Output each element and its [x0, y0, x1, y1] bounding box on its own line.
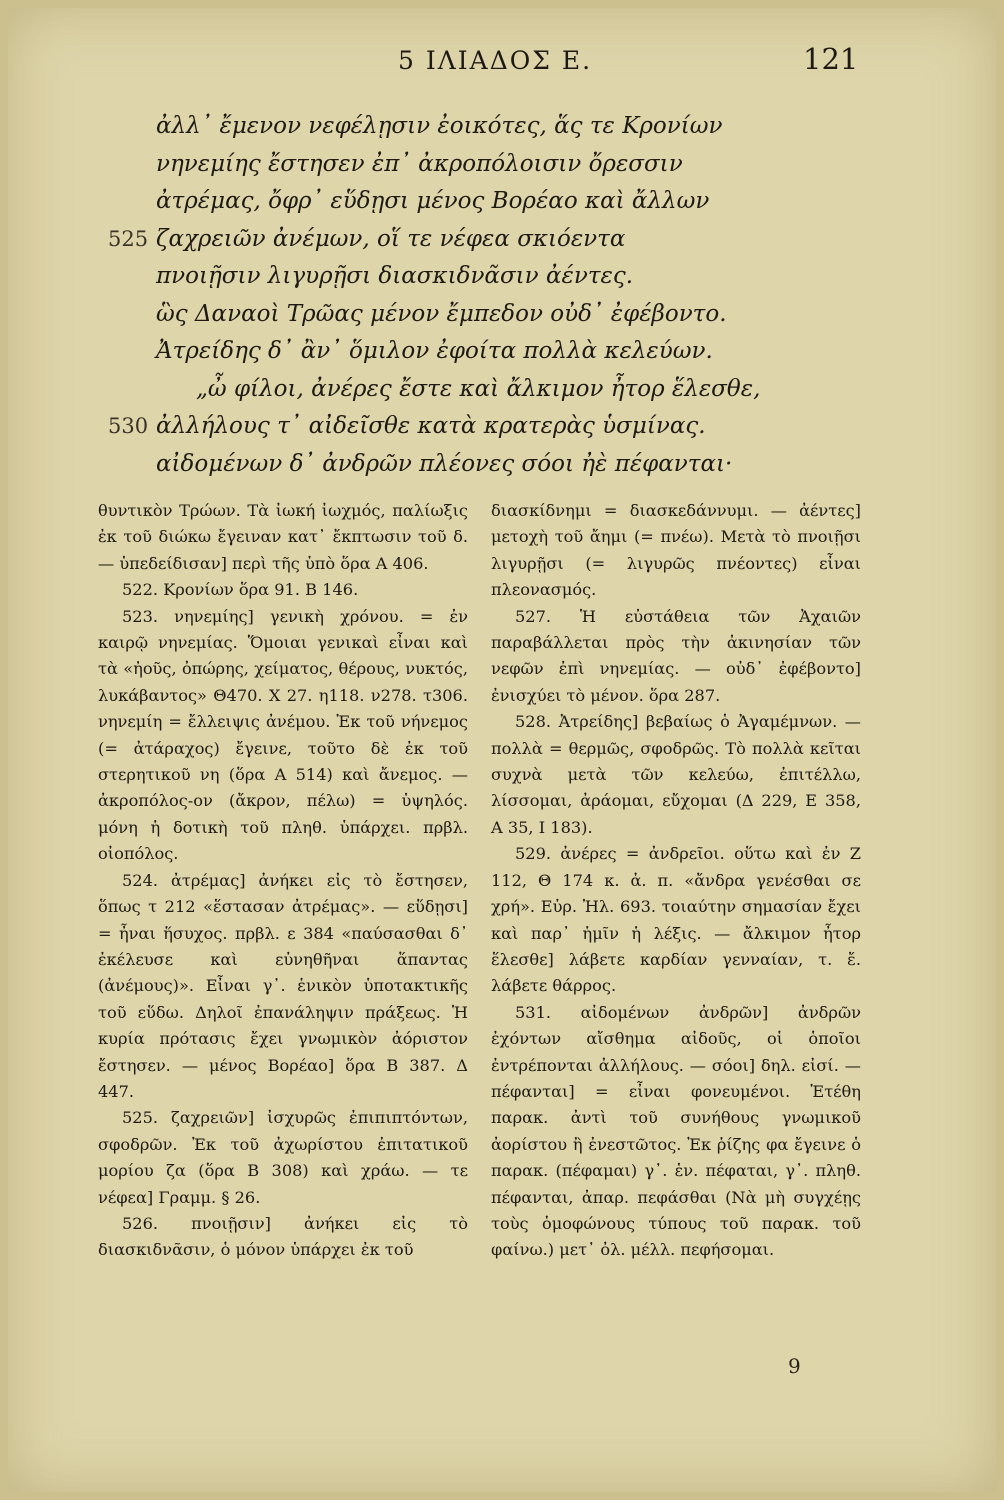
- verse-line: [108, 296, 868, 334]
- commentary-note: 525. ζαχρειῶν] ἰσχυρῶς ἐπιπιπτόντων, σφοδρῶν. Ἐκ τοῦ ἀχωρίστου ἐπιτατικοῦ μορίου ζα (ὅρα Β 308) καὶ χράω. — τε νέφεα] Γραμμ. § 26.: [98, 1108, 468, 1207]
- book-page: [8, 8, 996, 1492]
- commentary-note: 529. ἀνέρες = ἀνδρεῖοι. οὕτω καὶ ἐν Ζ 112, Θ 174 κ. ἀ. π. «ἄνδρα γενέσθαι σε χρή». Εὐρ. Ἠλ. 693. τοιαύτην σημασίαν ἔχει καὶ παρ᾽ ἡμῖν ἡ λέξις. — ἄλκιμον ἦτορ ἕλεσθε] λάβετε καρδίαν γενναίαν, τ. ἔ. λάβετε θάρρος.: [491, 844, 861, 996]
- verse-text: ἀλλήλους τ᾽ αἰδεῖσθε κατὰ κρατερὰς ὑσμίνας.: [156, 413, 706, 439]
- verse-text: ζαχρειῶν ἀνέμων, οἵ τε νέφεα σκιόεντα: [156, 225, 626, 252]
- verse-number: 525: [108, 226, 149, 251]
- header-title: 5 ΙΛΙΑΔΟΣ Ε.: [398, 46, 593, 75]
- commentary-column-right: [491, 498, 861, 1264]
- verse-line: [108, 333, 868, 371]
- commentary-notes: [98, 498, 878, 1378]
- verse-text: „ὦ φίλοι, ἀνέρες ἔστε καὶ ἄλκιμον ἦτορ ἕλεσθε,: [196, 375, 761, 402]
- verse-line: [108, 408, 868, 446]
- commentary-note: 526. πνοιῇσιν] ἀνήκει εἰς τὸ διασκιδνᾶσιν, ὁ μόνον ὑπάρχει ἐκ τοῦ: [98, 1213, 468, 1260]
- commentary-note: 527. Ἡ εὐστάθεια τῶν Ἀχαιῶν παραβάλλεται πρὸς τὴν ἀκινησίαν τῶν νεφῶν ἐπὶ νηνεμίας. — οὐδ᾽ ἐφέβοντο] ἐνισχύει τὸ μένον. ὅρα 287.: [491, 606, 861, 705]
- verse-text: Ἀτρείδης δ᾽ ἂν᾽ ὅμιλον ἐφοίτα πολλὰ κελεύων.: [156, 338, 713, 364]
- verse-line: [108, 371, 868, 409]
- verse-text: ἀτρέμας, ὄφρ᾽ εὕδῃσι μένος Βορέαο καὶ ἄλλων: [156, 188, 710, 214]
- verse-text: ὣς Δαναοὶ Τρῶας μένον ἔμπεδον οὐδ᾽ ἐφέβοντο.: [156, 300, 727, 327]
- verse-text: ἀλλ᾽ ἔμενον νεφέλῃσιν ἐοικότες, ἅς τε Κρονίων: [156, 113, 723, 139]
- verse-line: [108, 183, 868, 221]
- verse-number: 530: [108, 414, 149, 438]
- verse-line: [108, 108, 868, 146]
- verse-text: νηνεμίης ἔστησεν ἐπ᾽ ἀκροπόλοισιν ὄρεσσιν: [156, 150, 683, 177]
- verse-text: πνοιῇσιν λιγυρῇσι διασκιδνᾶσιν ἀέντες.: [156, 263, 634, 289]
- commentary-note: 523. νηνεμίης] γενικὴ χρόνου. = ἐν καιρῷ νηνεμίας. Ὅμοιαι γενικαὶ εἶναι καὶ τὰ «ἠοῦς, ὀπώρης, χείματος, θέρους, νυκτός, λυκάβαντος» Θ470. Χ 27. η118. ν278. τ306. νηνεμίη = ἔλλειψις ἀνέμου. Ἐκ τοῦ νήνεμος (= ἀτάραχος) ἔγεινε, τοῦτο δὲ ἐκ τοῦ στερητικοῦ νη (ὅρα Α 514) καὶ ἄνεμος. — ἀκροπόλος-ον (ἄκρον, πέλω) = ὑψηλός. μόνη ἡ δοτικὴ τοῦ πληθ. ὑπάρχει. πρβλ. οἰοπόλος.: [98, 606, 468, 864]
- signature-mark: 9: [788, 1354, 801, 1378]
- commentary-note: 522. Κρονίων ὅρα 91. Β 146.: [122, 580, 359, 600]
- verse-text: αἰδομένων δ᾽ ἀνδρῶν πλέονες σόοι ἠὲ πέφανται·: [156, 450, 733, 477]
- commentary-note: θυντικὸν Τρώων. Τὰ ἰωκή ἰωχμός, παλίωξις ἐκ τοῦ διώκω ἔγειναν κατ᾽ ἔκπτωσιν τοῦ δ. — ὑπεδείδισαν] περὶ τῆς ὑπὸ ὅρα Α 406.: [98, 501, 468, 573]
- commentary-note: 531. αἰδομένων ἀνδρῶν] ἀνδρῶν ἐχόντων αἴσθημα αἰδοῦς, οἱ ὁποῖοι ἐντρέπονται ἀλλήλους. — σόοι] δηλ. εἰσί. — πέφανται] = εἶναι φονευμένοι. Ἐτέθη παρακ. ἀντὶ τοῦ συνήθους γνωμικοῦ ἀορίστου ἢ ἐνεστῶτος. Ἐκ ῥίζης φα ἔγεινε ὁ παρακ. (πέφαμαι) γ᾽. ἑν. πέφαται, γ᾽. πληθ. πέφανται, ἀπαρ. πεφάσθαι (Νὰ μὴ συγχέῃς τοὺς ὁμοφώνους τύπους τοῦ παρακ. τοῦ φαίνω.) μετ᾽ ὀλ. μέλλ. πεφήσομαι.: [491, 1002, 861, 1260]
- verse-line: [108, 258, 868, 296]
- commentary-note: 528. Ἀτρείδης] βεβαίως ὁ Ἀγαμέμνων. — πολλὰ = θερμῶς, σφοδρῶς. Τὸ πολλὰ κεῖται συχνὰ μετὰ τῶν κελεύω, ἐπιτέλλω, λίσσομαι, ἀράομαι, εὔχομαι (Δ 229, Ε 358, Α 35, Ι 183).: [491, 712, 861, 837]
- commentary-column-left: [98, 498, 468, 1264]
- running-header: [8, 42, 996, 86]
- verse-line: [108, 446, 868, 484]
- commentary-note: διασκίδνημι = διασκεδάννυμι. — ἀέντες] μετοχὴ τοῦ ἄημι (= πνέω). Μετὰ τὸ πνοιῇσι λιγυρῇσι (= λιγυρῶς πνέοντες) εἶναι πλεονασμός.: [491, 501, 861, 600]
- verse-line: [108, 221, 868, 259]
- commentary-note: 524. ἀτρέμας] ἀνήκει εἰς τὸ ἔστησεν, ὅπως τ 212 «ἕστασαν ἀτρέμας». — εὕδῃσι] = ἦναι ἥσυχος. πρβλ. ε 384 «παύσασθαι δ᾽ ἐκέλευσε καὶ εὐνηθῆναι ἅπαντας (ἀνέμους)». Εἶναι γ᾽. ἑνικὸν ὑποτακτικῆς τοῦ εὕδω. Δηλοῖ ἐπανάληψιν πράξεως. Ἡ κυρία πρότασις ἔχει γνωμικὸν ἀόριστον ἔστησεν. — μένος Βορέαο] ὅρα Β 387. Δ 447.: [98, 870, 468, 1101]
- verse-block: [108, 108, 868, 483]
- verse-line: [108, 146, 868, 184]
- page-number: 121: [803, 42, 859, 76]
